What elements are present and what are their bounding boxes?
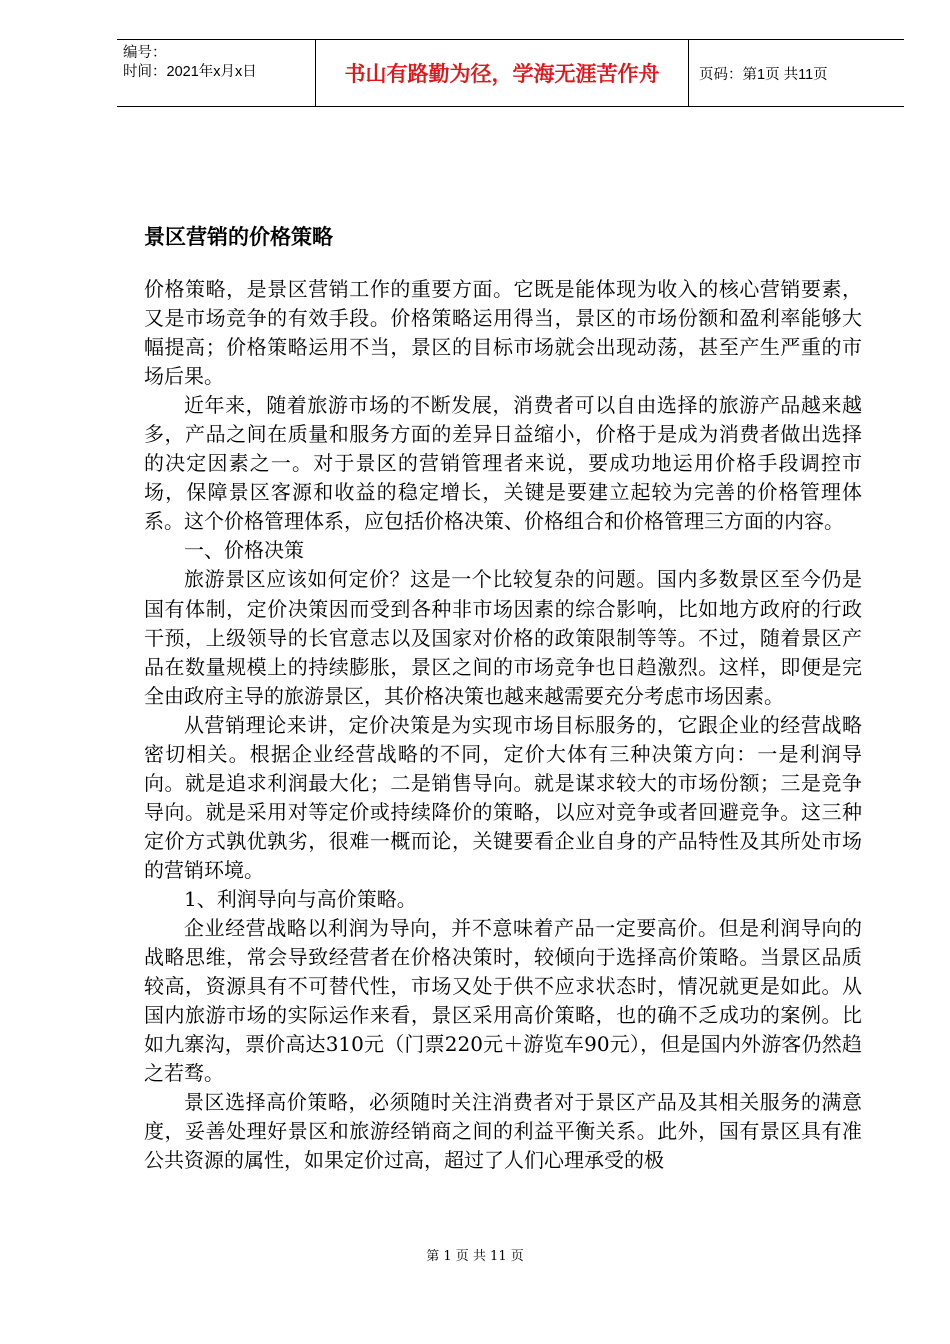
document-header xyxy=(117,39,904,107)
page-title: 景区营销的价格策略 xyxy=(144,225,333,249)
paragraph: 旅游景区应该如何定价？这是一个比较复杂的问题。国内多数景区至今仍是国有体制，定价决策因而受到各种非市场因素的综合影响，比如地方政府的行政干预，上级领导的长官意志以及国家对价格的政策限制等等。不过，随着景区产品在数量规模上的持续膨胀，景区之间的市场竞争也日趋激烈。这样，即便是完全由政府主导的旅游景区，其价格决策也越来越需要充分考虑市场因素。 xyxy=(144,567,862,708)
time-label: 时间：2021年x月x日 xyxy=(123,64,257,80)
paragraph: 企业经营战略以利润为导向，并不意味着产品一定要高价。但是利润导向的战略思维，常会导致经营者在价格决策时，较倾向于选择高价策略。当景区品质较高，资源具有不可替代性，市场又处于供不应求状态时，情况就更是如此。从国内旅游市场的实际运作来看，景区采用高价策略，也的确不乏成功的案例。比如九寨沟，票价高达310元（门票220元＋游览车90元），但是国内外游客仍然趋之若骛。 xyxy=(144,916,862,1086)
body-text xyxy=(144,275,862,1175)
paragraph: 从营销理论来讲，定价决策是为实现市场目标服务的，它跟企业的经营战略密切相关。根据企业经营战略的不同，定价大体有三种决策方向：一是利润导向。就是追求利润最大化；二是销售导向。就是谋求较大的市场份额；三是竞争导向。就是采用对等定价或持续降价的策略，以应对竞争或者回避竞争。这三种定价方式孰优孰劣，很难一概而论，关键要看企业自身的产品特性及其所处市场的营销环境。 xyxy=(144,712,862,882)
page-label: 页码：第1页 共11页 xyxy=(699,66,828,83)
paragraph: 价格策略，是景区营销工作的重要方面。它既是能体现为收入的核心营销要素，又是市场竞争的有效手段。价格策略运用得当，景区的市场份额和盈利率能够大幅提高；价格策略运用不当，景区的目标市场就会出现动荡，甚至产生严重的市场后果。 xyxy=(144,277,862,389)
motto: 书山有路勤为径，学海无涯苦作舟 xyxy=(316,40,689,106)
paragraph: 景区选择高价策略，必须随时关注消费者对于景区产品及其相关服务的满意度，妥善处理好景区和旅游经销商之间的利益平衡关系。此外，国有景区具有准公共资源的属性，如果定价过高，超过了人们心理承受的极 xyxy=(144,1090,862,1173)
number-label: 编号： xyxy=(123,45,167,61)
header-meta-cell xyxy=(117,40,316,106)
paragraph: 近年来，随着旅游市场的不断发展，消费者可以自由选择的旅游产品越来越多，产品之间在质量和服务方面的差异日益缩小，价格于是成为消费者做出选择的决定因素之一。对于景区的营销管理者来说，要成功地运用价格手段调控市场，保障景区客源和收益的稳定增长，关键是要建立起较为完善的价格管理体系。这个价格管理体系，应包括价格决策、价格组合和价格管理三方面的内容。 xyxy=(144,393,862,534)
section-heading: 一、价格决策 xyxy=(184,538,304,563)
page-footer: 第 1 页 共 11 页 xyxy=(426,1249,524,1264)
subsection-heading: 1、利润导向与高价策略。 xyxy=(184,886,417,911)
